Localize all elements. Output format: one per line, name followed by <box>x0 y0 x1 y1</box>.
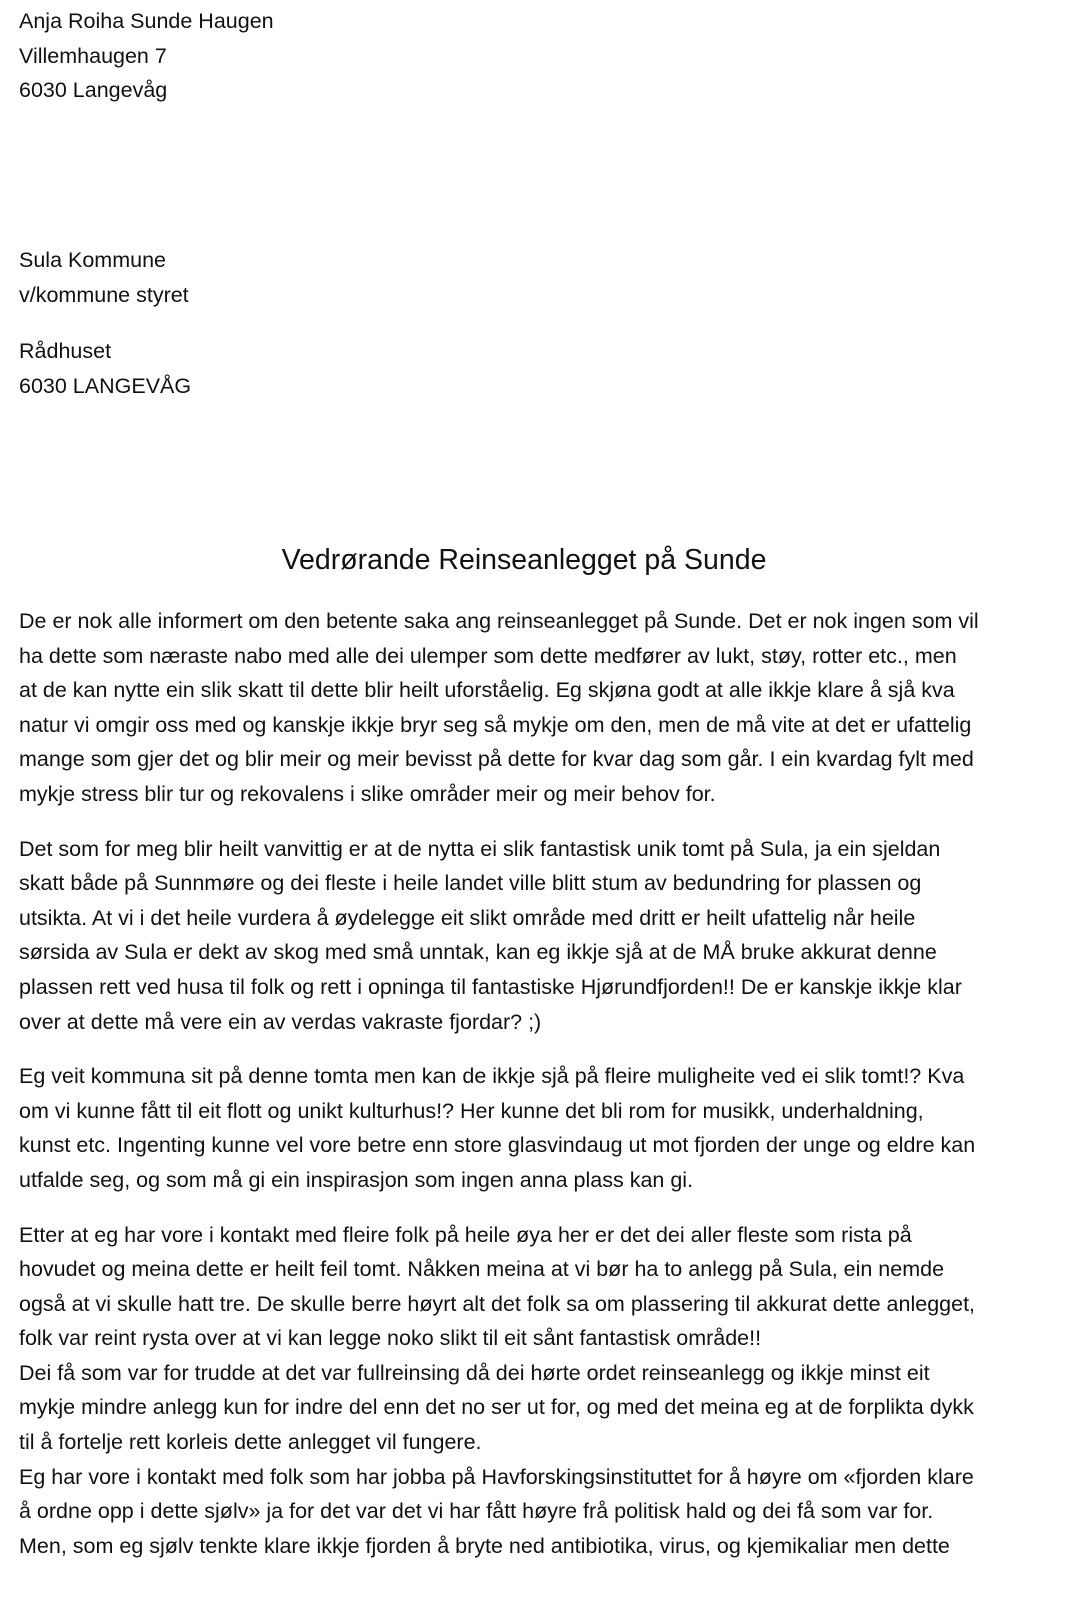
recipient-building: Rådhuset <box>19 339 112 363</box>
body-line: å ordne opp i dette sjølv» ja for det var det vi har fått høyre frå politisk hald og dei få som var for. <box>19 1499 934 1524</box>
sender-address <box>19 4 274 108</box>
body-line: over at dette må vere ein av verdas vakraste fjordar? ;) <box>19 1009 542 1034</box>
body-line: at de kan nytte ein slik skatt til dette blir heilt uforståelig. Eg skjøna godt at alle ikkje klare å sjå kva <box>19 678 955 703</box>
body-line: mange som gjer det og blir meir og meir bevisst på dette for kvar dag som går. I ein kvardag fylt med <box>19 747 974 772</box>
body-line: skatt både på Sunnmøre og dei fleste i heile landet ville blitt stum av bedundring for plassen og <box>19 871 922 896</box>
body-line: til å fortelje rett korleis dette anlegget vil fungere. <box>19 1430 482 1455</box>
body-line: Det som for meg blir heilt vanvittig er at de nytta ei slik fantastisk unik tomt på Sula, ja ein sjeldan <box>19 836 941 861</box>
body-line: Men, som eg sjølv tenkte klare ikkje fjorden å bryte ned antibiotika, virus, og kjemikaliar men dette <box>19 1533 950 1558</box>
body-line: folk var reint rysta over at vi kan legge noko slikt til eit sånt fantastisk område!! <box>19 1326 762 1351</box>
sender-city: 6030 Langevåg <box>19 78 168 103</box>
recipient-attention: v/kommune styret <box>19 282 189 307</box>
letter-body <box>19 604 1069 1563</box>
recipient-address <box>19 243 189 312</box>
paragraph <box>19 1218 1069 1564</box>
body-line: mykje stress blir tur og rekovalens i slike områder meir og meir behov for. <box>19 781 716 806</box>
body-line: natur vi omgir oss med og kanskje ikkje bryr seg så mykje om den, men de må vite at det er ufattelig <box>19 712 972 737</box>
sender-name: Anja Roiha Sunde Haugen <box>19 9 274 33</box>
body-line: Dei få som var for trudde at det var fullreinsing då dei hørte ordet reinseanlegg og ikkje minst eit <box>19 1360 930 1385</box>
body-line: sørsida av Sula er dekt av skog med små unntak, kan eg ikkje sjå at de MÅ bruke akkurat denne <box>19 940 937 965</box>
body-line: Etter at eg har vore i kontakt med fleire folk på heile øya her er det dei aller fleste som rista på <box>19 1222 912 1247</box>
recipient-location <box>19 334 191 403</box>
body-line: kunst etc. Ingenting kunne vel vore betre enn store glasvindaug ut mot fjorden der unge og eldre kan <box>19 1133 976 1158</box>
sender-street: Villemhaugen 7 <box>19 43 167 68</box>
body-line: ha dette som næraste nabo med alle dei ulemper som dette medfører av lukt, støy, rotter etc., men <box>19 643 957 668</box>
body-line: utsikta. At vi i det heile vurdera å øydelegge eit slikt område med dritt er heilt ufattelig når heile <box>19 905 916 930</box>
paragraph <box>19 1059 1069 1197</box>
body-line: utfalde seg, og som må gi ein inspirasjon som ingen anna plass kan gi. <box>19 1167 694 1192</box>
body-line: De er nok alle informert om den betente saka ang reinseanlegget på Sunde. Det er nok ingen som vil <box>19 609 979 633</box>
recipient-city: 6030 LANGEVÅG <box>19 373 192 398</box>
letter-title: Vedrørande Reinseanlegget på Sunde <box>281 544 767 576</box>
body-line: hovudet og meina dette er heilt feil tomt. Nåkken meina at vi bør ha to anlegg på Sula, ein nemde <box>19 1257 945 1282</box>
body-line: også at vi skulle hatt tre. De skulle berre høyrt alt det folk sa om plassering til akkurat dette anlegget, <box>19 1291 976 1316</box>
body-line: om vi kunne fått til eit flott og unikt kulturhus!? Her kunne det bli rom for musikk, underhaldning, <box>19 1098 924 1123</box>
paragraph <box>19 832 1069 1040</box>
body-line: mykje mindre anlegg kun for indre del enn det no ser ut for, og med det meina eg at de forplikta dykk <box>19 1395 974 1420</box>
recipient-org: Sula Kommune <box>19 248 166 272</box>
paragraph <box>19 604 1069 812</box>
body-line: Eg har vore i kontakt med folk som har jobba på Havforskingsinstituttet for å høyre om «fjorden klare <box>19 1464 974 1489</box>
body-line: Eg veit kommuna sit på denne tomta men kan de ikkje sjå på fleire muligheite ved ei slik tomt!? Kva <box>19 1064 965 1089</box>
body-line: plassen rett ved husa til folk og rett i opninga til fantastiske Hjørundfjorden!! De er kanskje ikkje klar <box>19 974 962 999</box>
